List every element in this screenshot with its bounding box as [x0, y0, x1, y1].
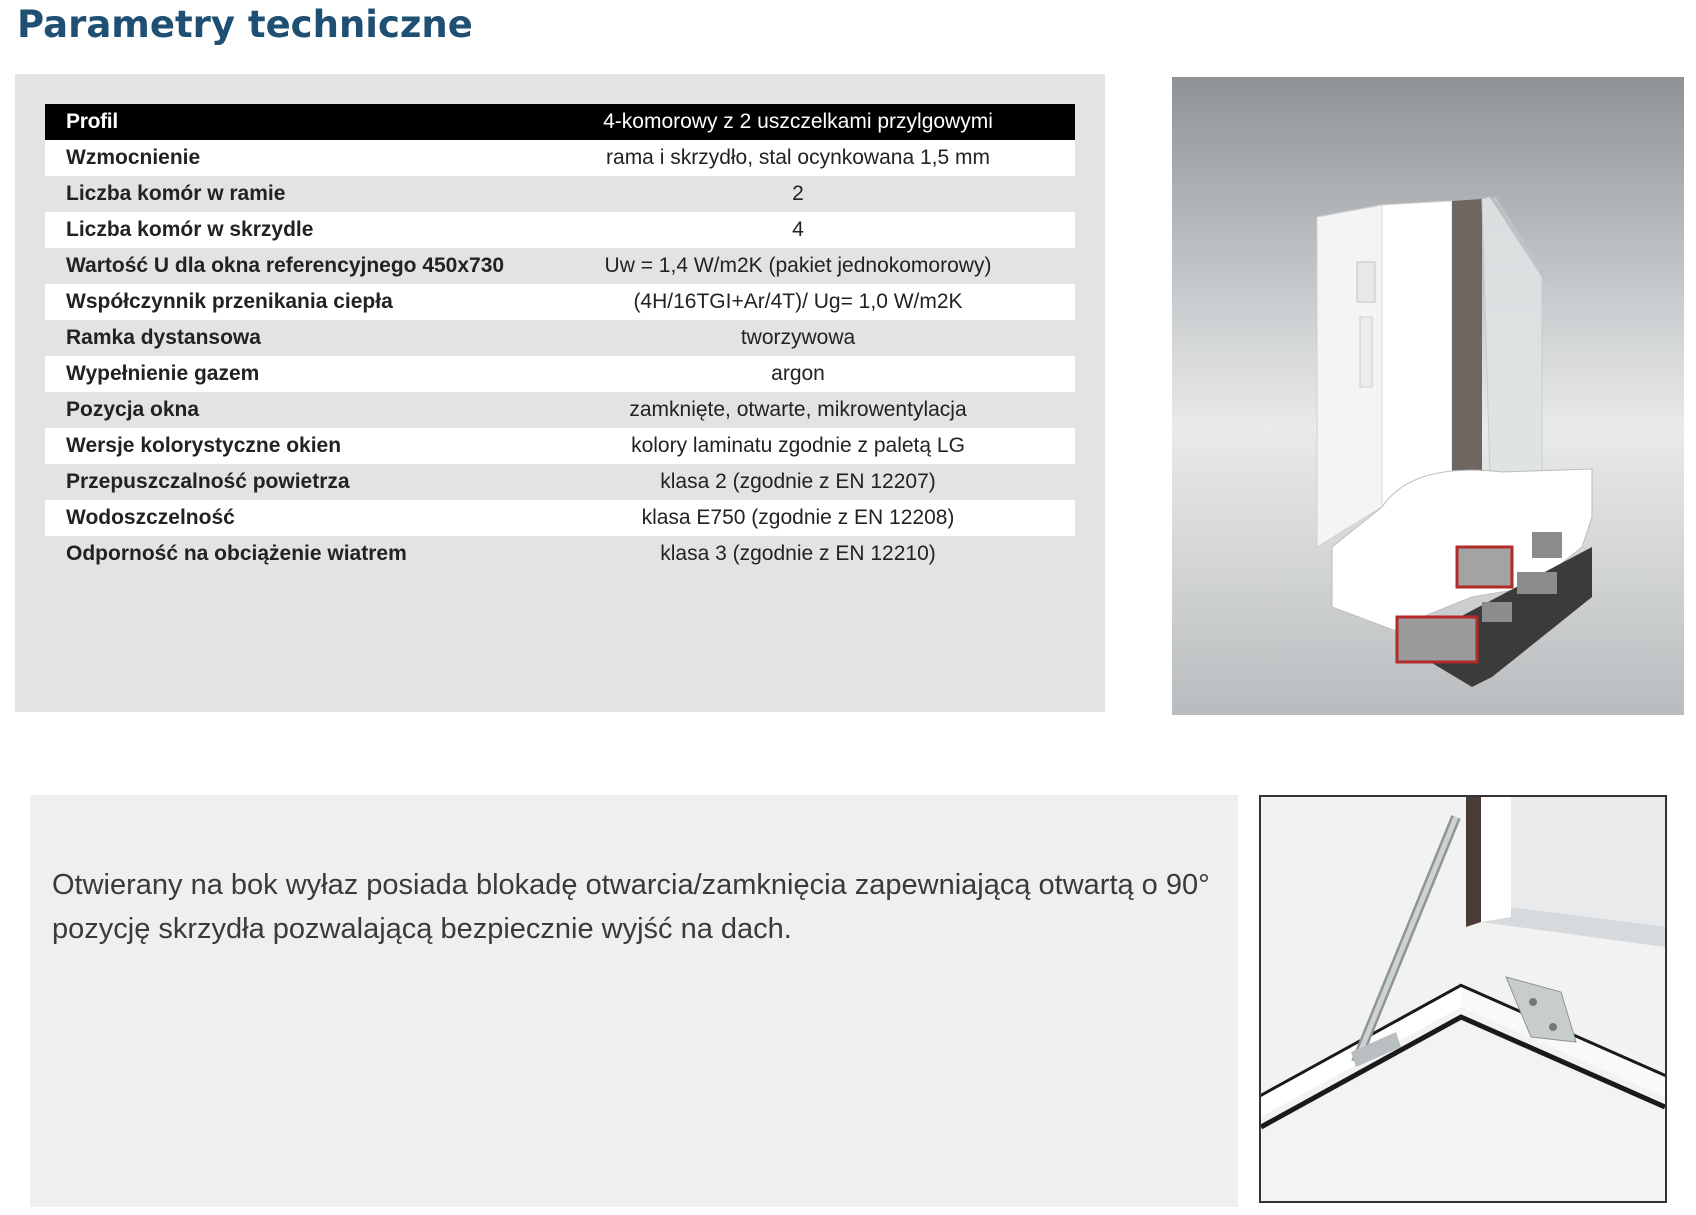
row-label: Liczba komór w ramie — [45, 176, 521, 212]
row-value: argon — [521, 356, 1075, 392]
table-row — [45, 392, 1075, 428]
table-row — [45, 500, 1075, 536]
row-label: Współczynnik przenikania ciepła — [45, 284, 521, 320]
spec-panel — [15, 74, 1105, 712]
row-label: Odporność na obciążenie wiatrem — [45, 536, 521, 572]
table-row — [45, 320, 1075, 356]
row-label: Pozycja okna — [45, 392, 521, 428]
page-title: Parametry techniczne — [17, 3, 473, 46]
table-row — [45, 356, 1075, 392]
row-label: Przepuszczalność powietrza — [45, 464, 521, 500]
row-label: Wartość U dla okna referencyjnego 450x730 — [45, 248, 521, 284]
info-text: Otwierany na bok wyłaz posiada blokadę otwarcia/zamknięcia zapewniającą otwartą o 90° pozycję skrzydła pozwalającą bezpiecznie wyjść na dach. — [52, 869, 1210, 945]
table-row — [45, 428, 1075, 464]
table-row — [45, 284, 1075, 320]
row-label: Wypełnienie gazem — [45, 356, 521, 392]
table-row — [45, 464, 1075, 500]
hinge-illustration — [1261, 797, 1665, 1201]
row-value: tworzywowa — [521, 320, 1075, 356]
row-label: Liczba komór w skrzydle — [45, 212, 521, 248]
row-label: Wzmocnienie — [45, 140, 521, 176]
row-value: 2 — [521, 176, 1075, 212]
window-profile-illustration — [1172, 77, 1684, 715]
row-value: rama i skrzydło, stal ocynkowana 1,5 mm — [521, 140, 1075, 176]
row-value: 4-komorowy z 2 uszczelkami przylgowymi — [521, 104, 1075, 140]
spec-table — [45, 104, 1075, 572]
row-value: kolory laminatu zgodnie z paletą LG — [521, 428, 1075, 464]
table-row — [45, 140, 1075, 176]
row-label: Wodoszczelność — [45, 500, 521, 536]
row-label: Ramka dystansowa — [45, 320, 521, 356]
row-value: klasa E750 (zgodnie z EN 12208) — [521, 500, 1075, 536]
info-panel — [30, 795, 1238, 1207]
row-label: Wersje kolorystyczne okien — [45, 428, 521, 464]
row-value: Uw = 1,4 W/m2K (pakiet jednokomorowy) — [521, 248, 1075, 284]
row-label: Profil — [45, 104, 521, 140]
window-profile-image — [1172, 77, 1684, 715]
table-row — [45, 104, 1075, 140]
hinge-detail-image — [1259, 795, 1667, 1203]
table-row — [45, 248, 1075, 284]
row-value: klasa 2 (zgodnie z EN 12207) — [521, 464, 1075, 500]
row-value: 4 — [521, 212, 1075, 248]
table-row — [45, 212, 1075, 248]
row-value: zamknięte, otwarte, mikrowentylacja — [521, 392, 1075, 428]
row-value: klasa 3 (zgodnie z EN 12210) — [521, 536, 1075, 572]
table-row — [45, 176, 1075, 212]
table-row — [45, 536, 1075, 572]
row-value: (4H/16TGI+Ar/4T)/ Ug= 1,0 W/m2K — [521, 284, 1075, 320]
